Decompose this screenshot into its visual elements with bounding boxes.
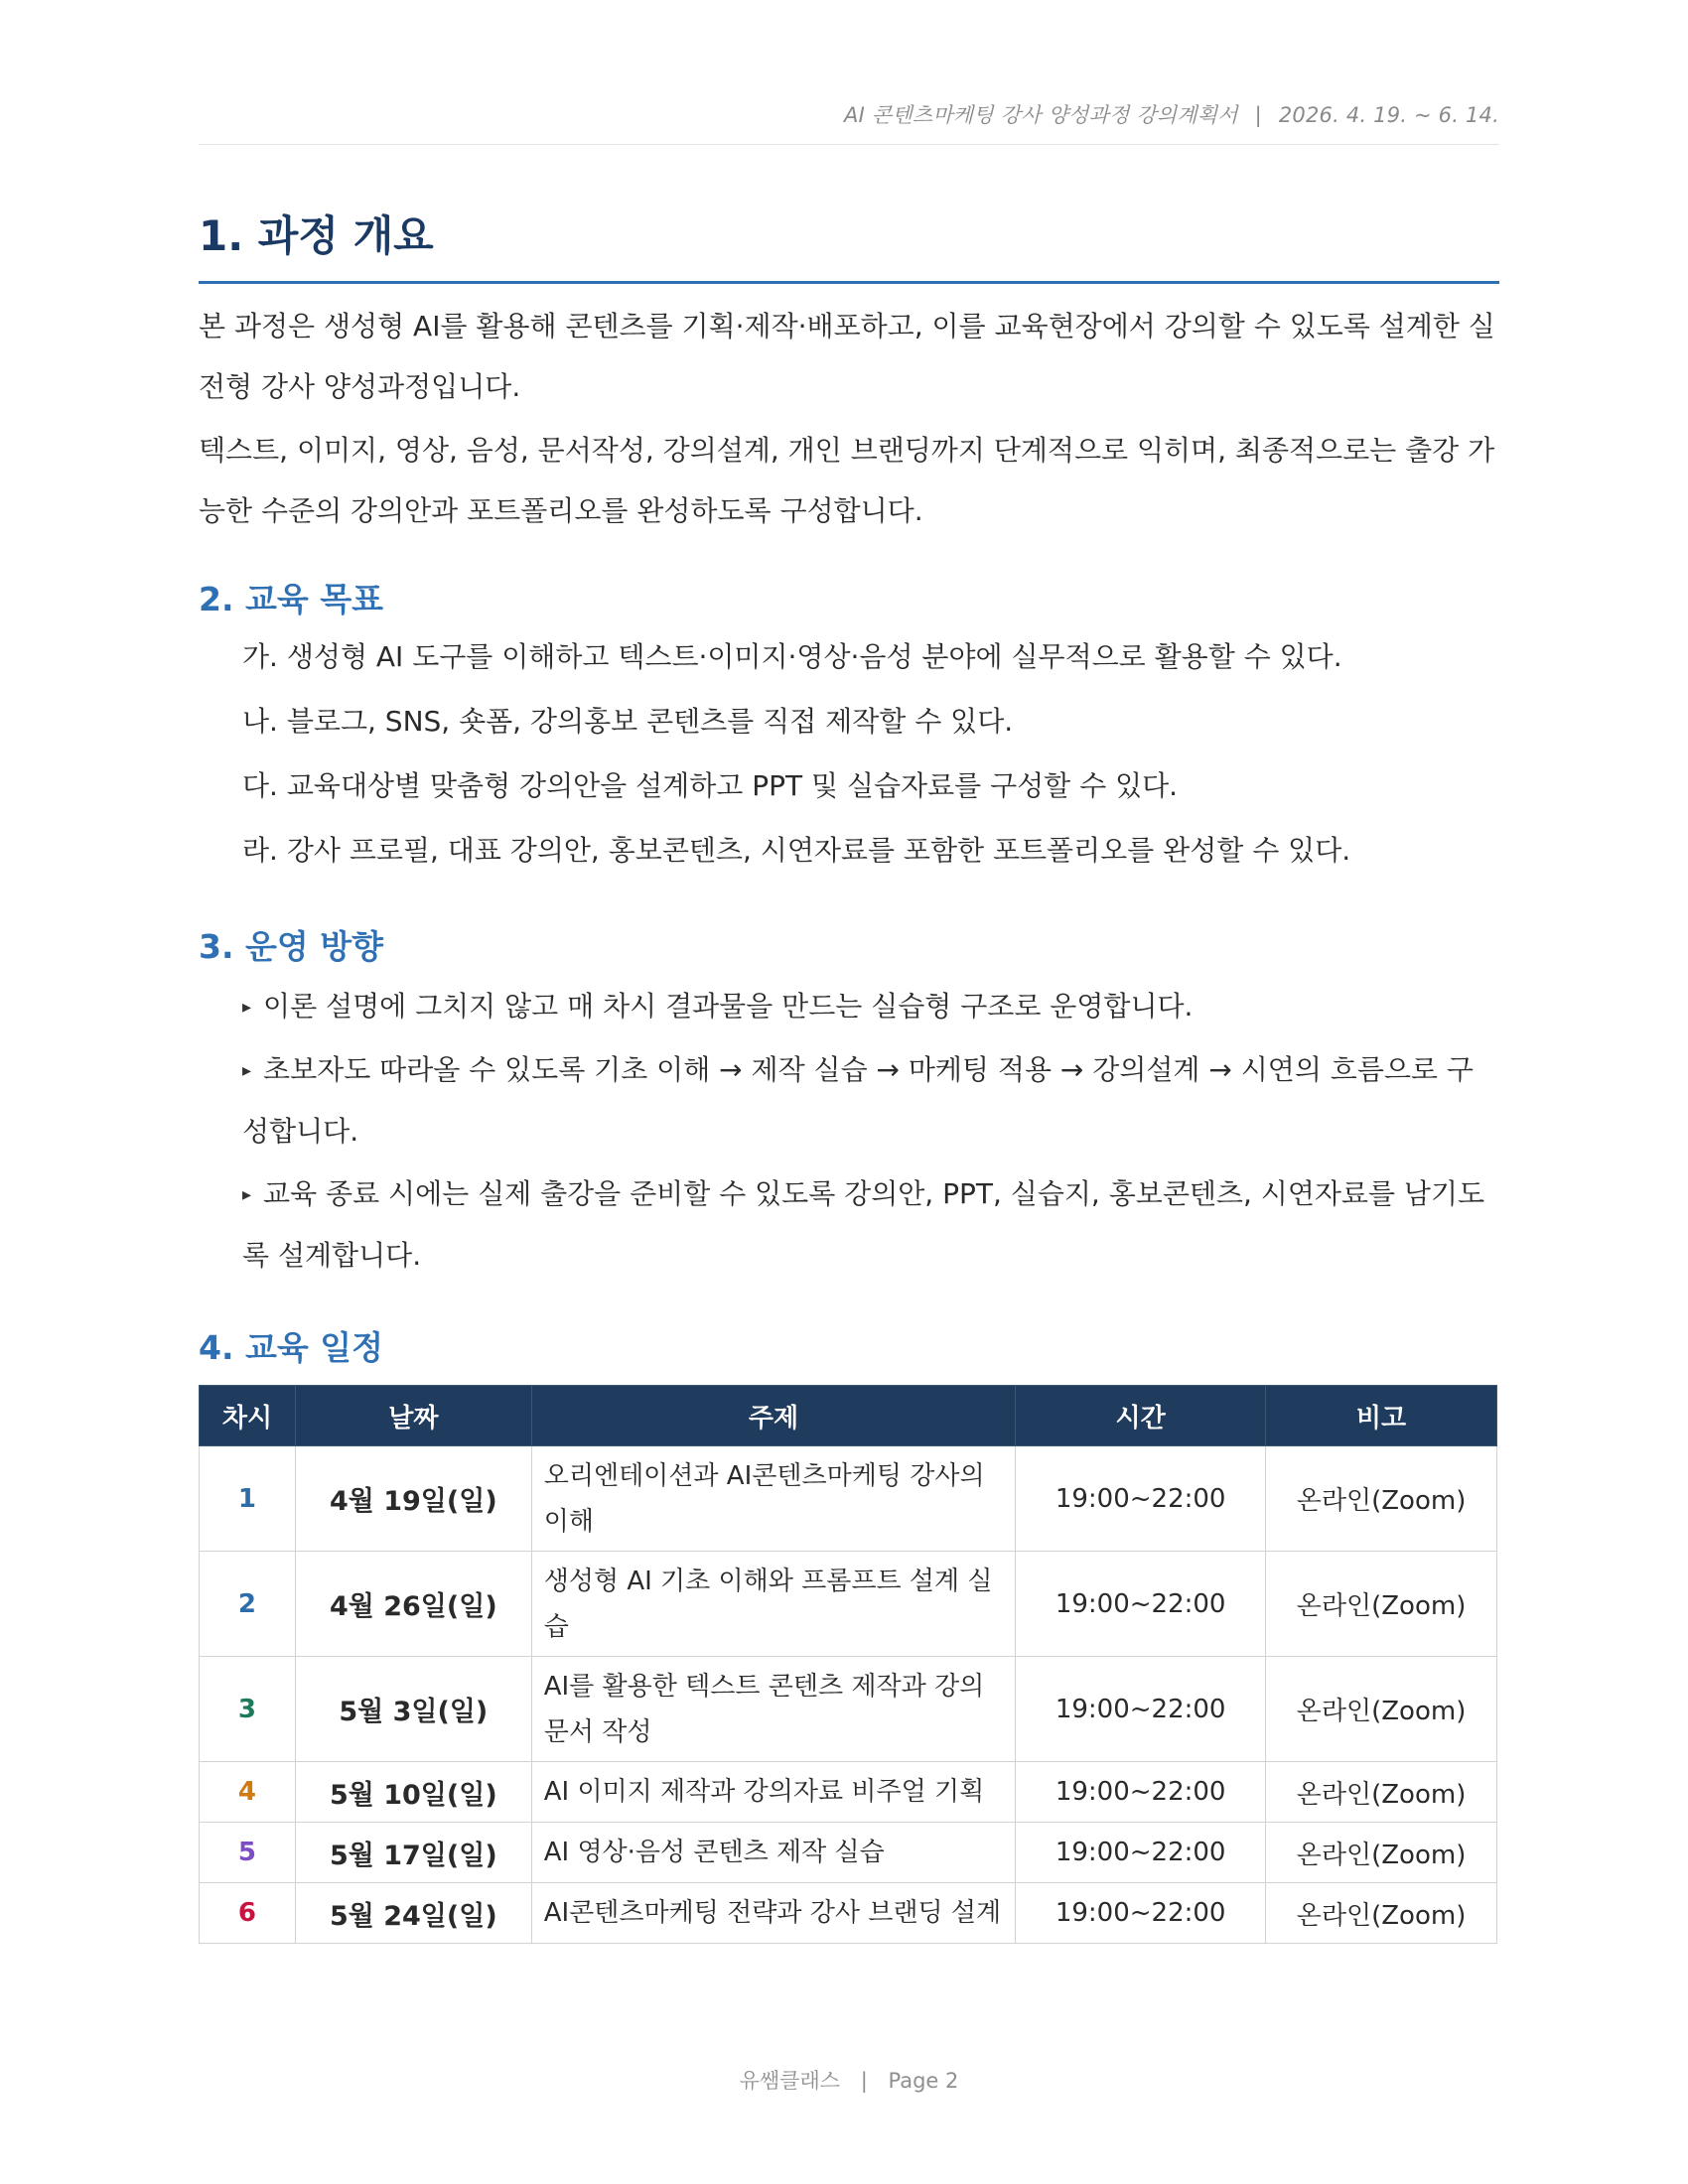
table-row bbox=[200, 1762, 1497, 1823]
schedule-table bbox=[199, 1385, 1497, 1944]
document-page bbox=[199, 0, 1499, 2184]
session-topic: 생성형 AI 기초 이해와 프롬프트 설계 실습 bbox=[531, 1552, 1015, 1657]
session-time: 19:00~22:00 bbox=[1016, 1883, 1266, 1944]
running-header bbox=[199, 99, 1499, 129]
section-1-title: 1. 과정 개요 bbox=[199, 211, 434, 260]
table-row bbox=[200, 1657, 1497, 1762]
column-header-note: 비고 bbox=[1266, 1386, 1497, 1446]
session-note: 온라인(Zoom) bbox=[1266, 1446, 1497, 1552]
goal-item: 다. 교육대상별 맞춤형 강의안을 설계하고 PPT 및 실습자료를 구성할 수 있다. bbox=[242, 769, 1179, 802]
section-title-underline bbox=[199, 281, 1499, 284]
page-footer bbox=[199, 2065, 1499, 2095]
goal-item: 나. 블로그, SNS, 숏폼, 강의홍보 콘텐츠를 직접 제작할 수 있다. bbox=[242, 705, 1014, 738]
goal-item: 라. 강사 프로필, 대표 강의안, 홍보콘텐츠, 시연자료를 포함한 포트폴리오를 완성할 수 있다. bbox=[242, 834, 1351, 867]
session-time: 19:00~22:00 bbox=[1016, 1446, 1266, 1552]
goal-item: 가. 생성형 AI 도구를 이해하고 텍스트·이미지·영상·음성 분야에 실무적으로 활용할 수 있다. bbox=[242, 640, 1342, 673]
triangle-bullet-icon: ▸ bbox=[242, 997, 252, 1018]
direction-text: 교육 종료 시에는 실제 출강을 준비할 수 있도록 강의안, PPT, 실습지, 홍보콘텐츠, 시연자료를 남기도록 설계합니다. bbox=[242, 1177, 1485, 1272]
session-topic: AI를 활용한 텍스트 콘텐츠 제작과 강의문서 작성 bbox=[531, 1657, 1015, 1762]
running-header-period: 2026. 4. 19. ~ 6. 14. bbox=[1278, 103, 1499, 127]
column-header-session: 차시 bbox=[200, 1386, 296, 1446]
table-row bbox=[200, 1823, 1497, 1883]
direction-bullet bbox=[242, 1039, 1499, 1161]
running-header-separator: | bbox=[1254, 103, 1262, 127]
session-number: 3 bbox=[200, 1657, 296, 1762]
session-number: 1 bbox=[200, 1446, 296, 1552]
direction-bullet bbox=[242, 1163, 1499, 1286]
table-row bbox=[200, 1446, 1497, 1552]
session-date: 5월 17일(일) bbox=[295, 1823, 531, 1883]
session-number: 2 bbox=[200, 1552, 296, 1657]
section-2-title: 2. 교육 목표 bbox=[199, 580, 383, 618]
column-header-time: 시간 bbox=[1016, 1386, 1266, 1446]
running-header-title: AI 콘텐츠마케팅 강사 양성과정 강의계획서 bbox=[844, 103, 1238, 127]
table-row bbox=[200, 1552, 1497, 1657]
direction-text: 초보자도 따라올 수 있도록 기초 이해 → 제작 실습 → 마케팅 적용 → 강의설계 → 시연의 흐름으로 구성합니다. bbox=[242, 1053, 1474, 1148]
direction-bullet bbox=[242, 976, 1499, 1037]
direction-text: 이론 설명에 그치지 않고 매 차시 결과물을 만드는 실습형 구조로 운영합니다. bbox=[263, 990, 1194, 1023]
section-3-title: 3. 운영 방향 bbox=[199, 927, 383, 966]
session-time: 19:00~22:00 bbox=[1016, 1762, 1266, 1823]
table-row bbox=[200, 1883, 1497, 1944]
session-note: 온라인(Zoom) bbox=[1266, 1657, 1497, 1762]
session-date: 4월 26일(일) bbox=[295, 1552, 531, 1657]
session-note: 온라인(Zoom) bbox=[1266, 1552, 1497, 1657]
triangle-bullet-icon: ▸ bbox=[242, 1184, 252, 1205]
session-topic: AI콘텐츠마케팅 전략과 강사 브랜딩 설계 bbox=[531, 1883, 1015, 1944]
session-note: 온라인(Zoom) bbox=[1266, 1762, 1497, 1823]
footer-separator: | bbox=[860, 2069, 868, 2093]
session-time: 19:00~22:00 bbox=[1016, 1823, 1266, 1883]
session-date: 5월 10일(일) bbox=[295, 1762, 531, 1823]
session-note: 온라인(Zoom) bbox=[1266, 1883, 1497, 1944]
overview-paragraph-2: 텍스트, 이미지, 영상, 음성, 문서작성, 강의설계, 개인 브랜딩까지 단계적으로 익히며, 최종적으로는 출강 가능한 수준의 강의안과 포트폴리오를 완성하도록 구성합니다. bbox=[199, 434, 1495, 527]
section-4-title: 4. 교육 일정 bbox=[199, 1328, 383, 1367]
session-date: 5월 24일(일) bbox=[295, 1883, 531, 1944]
column-header-topic: 주제 bbox=[531, 1386, 1015, 1446]
session-number: 6 bbox=[200, 1883, 296, 1944]
session-topic: 오리엔테이션과 AI콘텐츠마케팅 강사의 이해 bbox=[531, 1446, 1015, 1552]
overview-paragraph-1: 본 과정은 생성형 AI를 활용해 콘텐츠를 기획·제작·배포하고, 이를 교육현장에서 강의할 수 있도록 설계한 실전형 강사 양성과정입니다. bbox=[199, 310, 1495, 403]
session-topic: AI 이미지 제작과 강의자료 비주얼 기획 bbox=[531, 1762, 1015, 1823]
session-number: 4 bbox=[200, 1762, 296, 1823]
session-time: 19:00~22:00 bbox=[1016, 1552, 1266, 1657]
triangle-bullet-icon: ▸ bbox=[242, 1060, 252, 1081]
footer-brand: 유쌤클래스 bbox=[739, 2069, 841, 2093]
session-number: 5 bbox=[200, 1823, 296, 1883]
session-time: 19:00~22:00 bbox=[1016, 1657, 1266, 1762]
column-header-date: 날짜 bbox=[295, 1386, 531, 1446]
session-topic: AI 영상·음성 콘텐츠 제작 실습 bbox=[531, 1823, 1015, 1883]
session-date: 4월 19일(일) bbox=[295, 1446, 531, 1552]
page-number: Page 2 bbox=[888, 2069, 959, 2093]
header-divider bbox=[199, 144, 1499, 145]
table-header-row bbox=[200, 1386, 1497, 1446]
session-date: 5월 3일(일) bbox=[295, 1657, 531, 1762]
session-note: 온라인(Zoom) bbox=[1266, 1823, 1497, 1883]
